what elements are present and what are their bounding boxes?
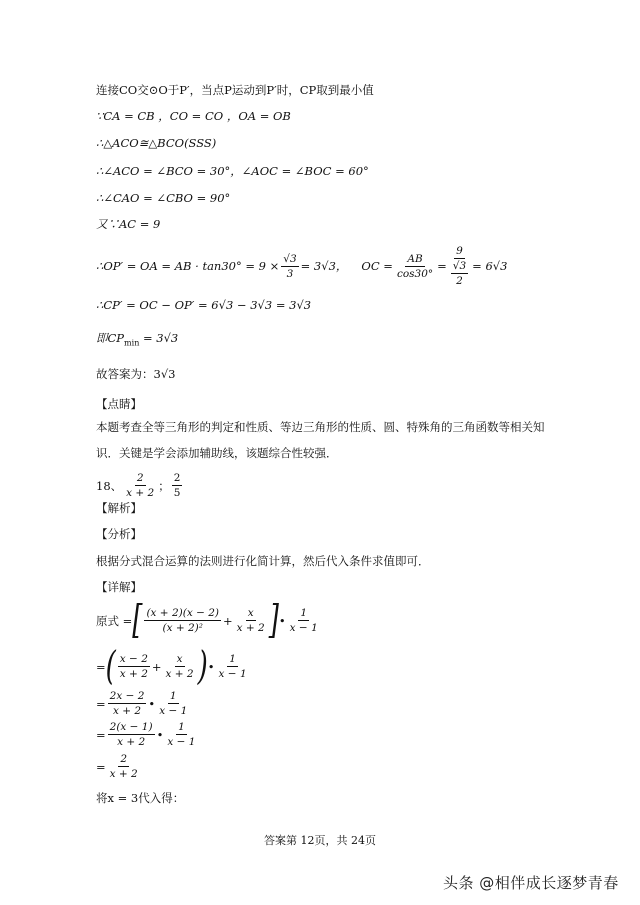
fraction-numerator: 1 xyxy=(300,607,308,619)
inner-numerator: √3 xyxy=(452,260,467,272)
fraction-nine-over-half-sqrt3 xyxy=(449,244,470,288)
fraction-numerator: (x + 2)(x − 2) xyxy=(146,607,219,619)
dot-operator: • xyxy=(148,696,156,711)
heading-xiangjie: 【详解】 xyxy=(96,580,142,594)
inner-denominator: 2 xyxy=(456,275,463,287)
fraction-numerator: 2 xyxy=(173,472,181,484)
op-prefix: ∴OP′ = OA = AB · tan30° = 9 × xyxy=(96,259,280,273)
oc-equals: = xyxy=(437,259,447,273)
plus-sign: + xyxy=(151,659,162,674)
fraction-denominator: x + 2 xyxy=(119,668,148,680)
fraction-numerator: 2 xyxy=(136,472,144,484)
heading-fenxi: 【分析】 xyxy=(96,527,142,541)
step1-fraction-2 xyxy=(164,652,196,681)
fraction-numerator: 1 xyxy=(229,653,236,665)
q18-answer-fraction-1 xyxy=(124,471,156,500)
heading-jiexi: 【解析】 xyxy=(96,501,142,515)
equals-sign: = xyxy=(96,696,106,711)
line-cp-prime: ∴CP′ = OC − OP′ = 6√3 − 3√3 = 3√3 xyxy=(96,298,312,312)
cp-min-label: 即CP xyxy=(96,331,125,345)
equals-sign: = xyxy=(96,659,106,674)
fraction-denominator: x − 1 xyxy=(218,668,247,680)
heading-dianjing: 【点睛】 xyxy=(96,397,142,411)
line-angles-90: ∴∠CAO = ∠CBO = 90° xyxy=(96,191,231,205)
fraction-denominator: x + 2 xyxy=(112,705,142,717)
fraction-numerator: 1 xyxy=(178,721,185,733)
line-ac-9: 又∵AC = 9 xyxy=(96,217,161,231)
fraction-denominator: x + 2 xyxy=(165,668,194,680)
fraction-denominator: x − 1 xyxy=(289,622,318,634)
oc-prefix: OC = xyxy=(361,259,393,273)
step-3 xyxy=(96,720,199,749)
equals-sign: = xyxy=(96,759,106,774)
fraction-denominator: x + 2 xyxy=(117,736,146,748)
fraction-denominator: x + 2 xyxy=(236,622,265,634)
fraction-numerator: x xyxy=(176,653,183,665)
fraction-denominator: x + 2 xyxy=(126,487,155,499)
line-connect-co: 连接CO交⊙O于P′，当点P运动到P′时，CP取到最小值 xyxy=(96,83,374,97)
step0-fraction-3 xyxy=(288,606,320,635)
step-2 xyxy=(96,689,191,718)
left-bracket: [ xyxy=(132,598,143,643)
fraction-numerator: 2 xyxy=(120,753,128,765)
step1-fraction-3 xyxy=(217,652,249,681)
dot-operator: • xyxy=(207,659,215,674)
dot-operator: • xyxy=(278,613,286,628)
step2-fraction-1 xyxy=(108,689,147,718)
fraction-denominator: x − 1 xyxy=(159,705,188,717)
q18-answer-line xyxy=(96,471,184,500)
line-cp-min xyxy=(96,330,178,351)
q18-label: 18、 xyxy=(96,478,123,493)
q18-separator: ； xyxy=(158,478,170,493)
line-angles-30-60: ∴∠ACO = ∠BCO = 30°，∠AOC = ∠BOC = 60° xyxy=(96,164,369,178)
dianjing-text: 本题考查全等三角形的判定和性质、等边三角形的性质、圆、特殊角的三角函数等相关知识．关键是学会添加辅助线，该题综合性较强． xyxy=(96,420,545,460)
step3-fraction-1 xyxy=(108,720,155,749)
cp-min-subscript: min xyxy=(124,338,140,348)
step0-fraction-2 xyxy=(235,606,267,635)
fraction-numerator: x xyxy=(247,607,254,619)
dot-operator: • xyxy=(156,727,164,742)
right-paren: ) xyxy=(197,644,208,689)
fraction-denominator: x + 2 xyxy=(109,768,138,780)
watermark: 头条 @相伴成长逐梦青春 xyxy=(443,874,619,892)
cp-min-value: = 3√3 xyxy=(139,331,179,345)
plus-sign: + xyxy=(223,613,233,628)
line-answer: 故答案为：3√3 xyxy=(96,367,176,381)
right-bracket: ] xyxy=(268,598,279,643)
step0-fraction-1 xyxy=(144,606,221,635)
yuanshi-label: 原式 = xyxy=(96,613,133,628)
line-because-equal: ∵CA = CB ，CO = CO ，OA = OB xyxy=(96,109,291,123)
fraction-denominator: 5 xyxy=(173,487,181,499)
step4-fraction-1 xyxy=(108,752,140,781)
fraction-ab-over-cos30 xyxy=(395,252,435,281)
line-congruent: ∴△ACO≅△BCO(SSS) xyxy=(96,136,217,150)
fraction-numerator: 2x − 2 xyxy=(109,690,145,702)
step-1 xyxy=(96,644,251,689)
step-0 xyxy=(96,598,322,643)
substitute-line: 将x = 3代入得： xyxy=(96,791,185,805)
step1-fraction-1 xyxy=(118,652,150,681)
fraction-sqrt3-over-3 xyxy=(281,252,298,281)
page-footer: 答案第 12页，共 24页 xyxy=(264,834,376,847)
q18-answer-fraction-2 xyxy=(172,471,183,500)
step-4 xyxy=(96,752,142,781)
fraction-denominator: 3 xyxy=(286,267,294,280)
fraction-denominator: x − 1 xyxy=(167,736,196,748)
step3-fraction-2 xyxy=(165,720,197,749)
line-op-oc xyxy=(96,244,507,288)
fraction-denominator: cos30° xyxy=(396,267,434,280)
fraction-denominator: (x + 2)² xyxy=(162,622,203,634)
fraction-denominator xyxy=(449,259,470,288)
left-paren: ( xyxy=(105,644,116,689)
fraction-numerator: 1 xyxy=(169,690,177,702)
op-result: = 3√3， xyxy=(300,259,348,273)
fraction-numerator: 9 xyxy=(456,245,463,257)
fraction-numerator: AB xyxy=(407,252,423,265)
fraction-numerator: x − 2 xyxy=(119,653,148,665)
fraction-numerator: √3 xyxy=(283,252,297,265)
oc-result: = 6√3 xyxy=(472,259,508,273)
fraction-numerator: 2(x − 1) xyxy=(109,721,153,733)
fenxi-text: 根据分式混合运算的法则进行化简计算，然后代入条件求值即可． xyxy=(96,554,430,568)
step2-fraction-2 xyxy=(157,689,189,718)
equals-sign: = xyxy=(96,727,106,742)
